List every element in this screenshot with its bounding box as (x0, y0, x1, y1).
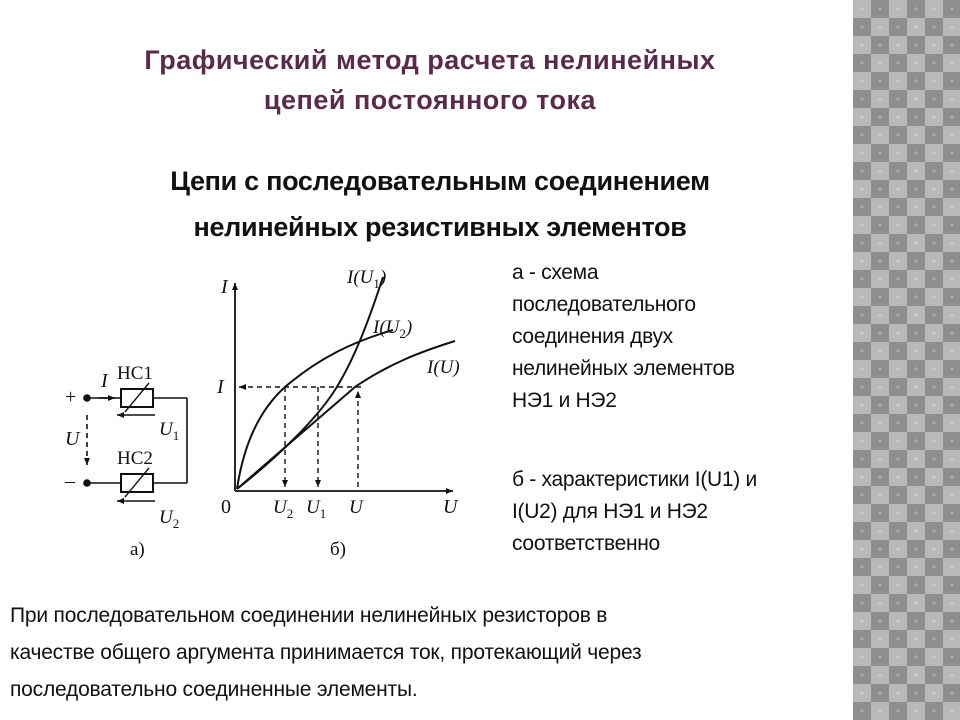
u1-label: $U_1$ (159, 419, 180, 443)
subtitle-line-2: нелинейных резистивных элементов (193, 212, 687, 242)
level-i-label: I (217, 376, 224, 398)
graph-curves (237, 277, 455, 489)
slide-title (20, 40, 840, 120)
u2-label: $U_2$ (159, 507, 180, 531)
plus-label: + (65, 386, 77, 408)
nc2-label: НС2 (117, 448, 153, 469)
title-line-2: цепей постоянного тока (263, 85, 597, 115)
description-a-line: нелинейных элементов (512, 357, 735, 380)
nc1-label: НС1 (117, 363, 153, 384)
description-b (512, 464, 852, 560)
description-a-line: а - схема (512, 261, 599, 284)
description-b-line: I(U2) для НЭ1 и НЭ2 (512, 500, 708, 523)
curve-i-u2 (237, 330, 393, 489)
curve-i-u2-label: $I(U_2)$ (373, 317, 413, 341)
title-line-1: Графический метод расчета нелинейных (144, 45, 716, 75)
origin-label: 0 (221, 496, 231, 518)
axis-y-label: I (221, 276, 228, 298)
tick-u1-label: $U_1$ (306, 497, 327, 521)
graph-caption: б) (330, 539, 346, 560)
description-b-line: б - характеристики I(U1) и (512, 468, 757, 491)
subtitle-line-1: Цепи с последовательным соединением (170, 166, 710, 196)
explanation-line: качестве общего аргумента принимается ток, протекающий через (10, 641, 642, 664)
voltage-label: U (65, 428, 80, 450)
description-b-line: соответственно (512, 532, 660, 555)
description-a (512, 257, 852, 417)
description-a-line: последовательного (512, 293, 696, 316)
circuit-caption: а) (130, 539, 145, 560)
tick-u2-label: $U_2$ (273, 497, 294, 521)
figure (55, 255, 475, 575)
slide-subtitle (20, 158, 860, 250)
curve-i-u-label: I(U) (427, 357, 460, 378)
axis-x-label: U (443, 496, 458, 518)
explanation-line: последовательно соединенные элементы. (10, 678, 418, 701)
minus-label: – (65, 470, 75, 492)
current-label: I (101, 370, 108, 392)
description-a-line: НЭ1 и НЭ2 (512, 389, 617, 412)
explanation-text (10, 597, 850, 708)
tick-u-label: U (349, 497, 363, 518)
description-a-line: соединения двух (512, 325, 673, 348)
explanation-line: При последовательном соединении нелинейных резисторов в (10, 604, 608, 627)
circuit-diagram (84, 383, 187, 501)
curve-i-u1-label: $I(U_1)$ (347, 267, 387, 291)
curve-i-u (237, 341, 455, 489)
decorative-side-pattern (853, 0, 960, 720)
